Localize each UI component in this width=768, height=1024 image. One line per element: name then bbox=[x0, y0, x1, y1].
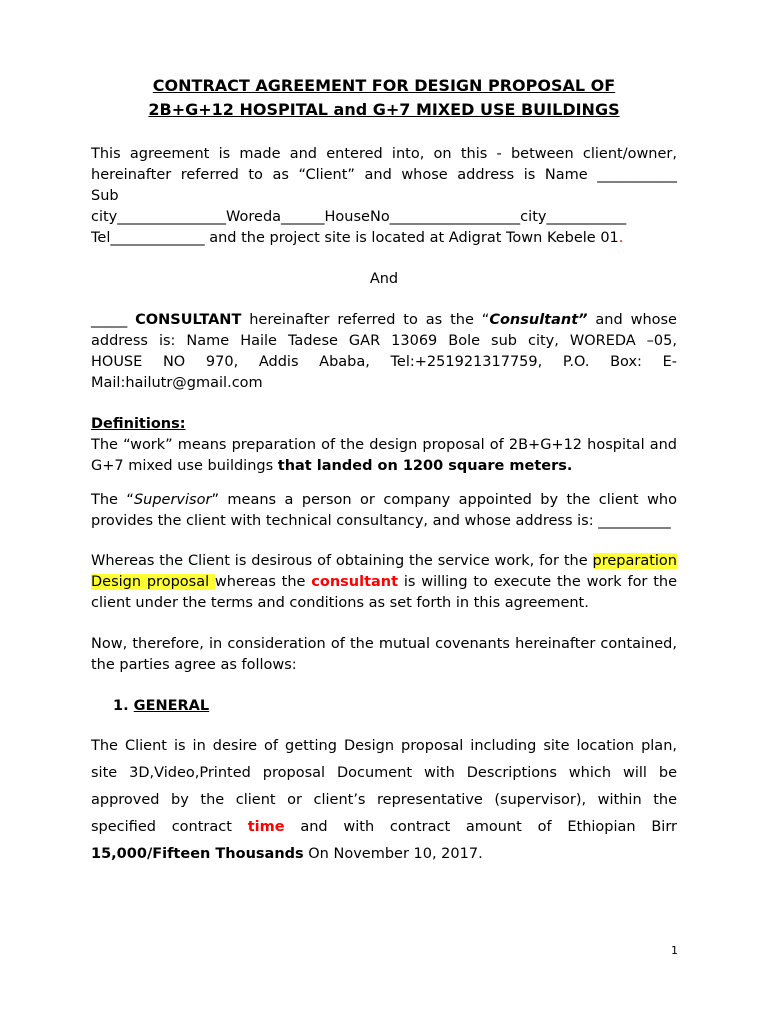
consultant-blank: _____ bbox=[91, 312, 128, 328]
intro-line-5-period: . bbox=[618, 230, 624, 246]
consultant-line-1 bbox=[91, 310, 677, 331]
consultant-name: CONSULTANT bbox=[135, 312, 242, 328]
general-text-1: The Client is in desire of getting Design proposal including site location plan, site 3D,Video,Printed proposal Document with Descriptions which will be approved by the client or client’s representative (supervisor), within the specified contract bbox=[91, 738, 677, 835]
consultant-paragraph bbox=[91, 310, 677, 394]
time-red-word: time bbox=[247, 819, 285, 835]
definition-work bbox=[91, 435, 677, 477]
intro-line-3: Sub bbox=[91, 188, 119, 204]
page-number: 1 bbox=[671, 944, 678, 957]
section-1-title: GENERAL bbox=[133, 698, 210, 714]
whereas-text-2: whereas the bbox=[214, 574, 312, 590]
contract-title bbox=[91, 74, 677, 122]
consultant-line-3: HOUSE NO 970, Addis Ababa, Tel:+251921317759, P.O. Box: E- bbox=[91, 354, 677, 370]
consultant-text-2: and whose bbox=[587, 312, 677, 328]
section-1-number: 1. bbox=[113, 698, 129, 714]
consultant-email: Mail:hailutr@gmail.com bbox=[91, 375, 263, 391]
and-label: And bbox=[369, 271, 399, 287]
consultant-red-word: consultant bbox=[311, 574, 399, 590]
whereas-paragraph bbox=[91, 551, 677, 614]
intro-line-4: city_______________Woreda______HouseNo__________________city___________ bbox=[91, 209, 627, 225]
intro-line-2: hereinafter referred to as “Client” and whose address is Name ___________ bbox=[91, 167, 677, 183]
consultant-line-2: address is: Name Haile Tadese GAR 13069 Bole sub city, WOREDA –05, bbox=[91, 333, 677, 349]
document-page bbox=[91, 74, 677, 868]
definition-supervisor bbox=[91, 490, 677, 532]
intro-line-1: This agreement is made and entered into, on this - between client/owner, bbox=[91, 146, 677, 162]
whereas-text-3: is willing to execute the work for the client under the terms and conditions as set forth in this agreement. bbox=[91, 574, 677, 611]
consultant-text-1: hereinafter referred to as the “ bbox=[241, 312, 490, 328]
general-text-3: On November 10, 2017. bbox=[303, 846, 483, 862]
contract-amount: 15,000/Fifteen Thousands bbox=[91, 846, 304, 862]
supervisor-pre: The “ bbox=[91, 492, 134, 508]
consultant-term: Consultant” bbox=[489, 312, 588, 328]
now-therefore-paragraph: Now, therefore, in consideration of the mutual covenants hereinafter contained, the parties agree as follows: bbox=[91, 636, 677, 673]
general-text-2: and with contract amount of Ethiopian Birr bbox=[284, 819, 677, 835]
section-1-body bbox=[91, 733, 677, 868]
whereas-text-1: Whereas the Client is desirous of obtaining the service work, for the bbox=[91, 553, 593, 569]
definitions-heading: Definitions: bbox=[91, 416, 186, 432]
intro-paragraph bbox=[91, 144, 677, 249]
supervisor-text: ” means a person or company appointed by the client who provides the client with technical consultancy, and whose address is: __________ bbox=[91, 492, 677, 529]
supervisor-term: Supervisor bbox=[133, 492, 212, 508]
title-line-2: 2B+G+12 HOSPITAL and G+7 MIXED USE BUILDINGS bbox=[148, 100, 620, 119]
intro-line-5-text: Tel_____________ and the project site is located at Adigrat Town Kebele 01 bbox=[91, 230, 619, 246]
definition-work-text: The “work” means preparation of the design proposal of 2B+G+12 hospital and G+7 mixed use buildings bbox=[91, 437, 677, 474]
title-line-1: CONTRACT AGREEMENT FOR DESIGN PROPOSAL OF bbox=[152, 76, 616, 95]
definition-work-bold: that landed on 1200 square meters. bbox=[277, 458, 573, 474]
section-1-heading bbox=[91, 696, 677, 717]
highlighted-phrase: preparation Design proposal bbox=[91, 553, 677, 590]
intro-line-5 bbox=[91, 228, 677, 249]
